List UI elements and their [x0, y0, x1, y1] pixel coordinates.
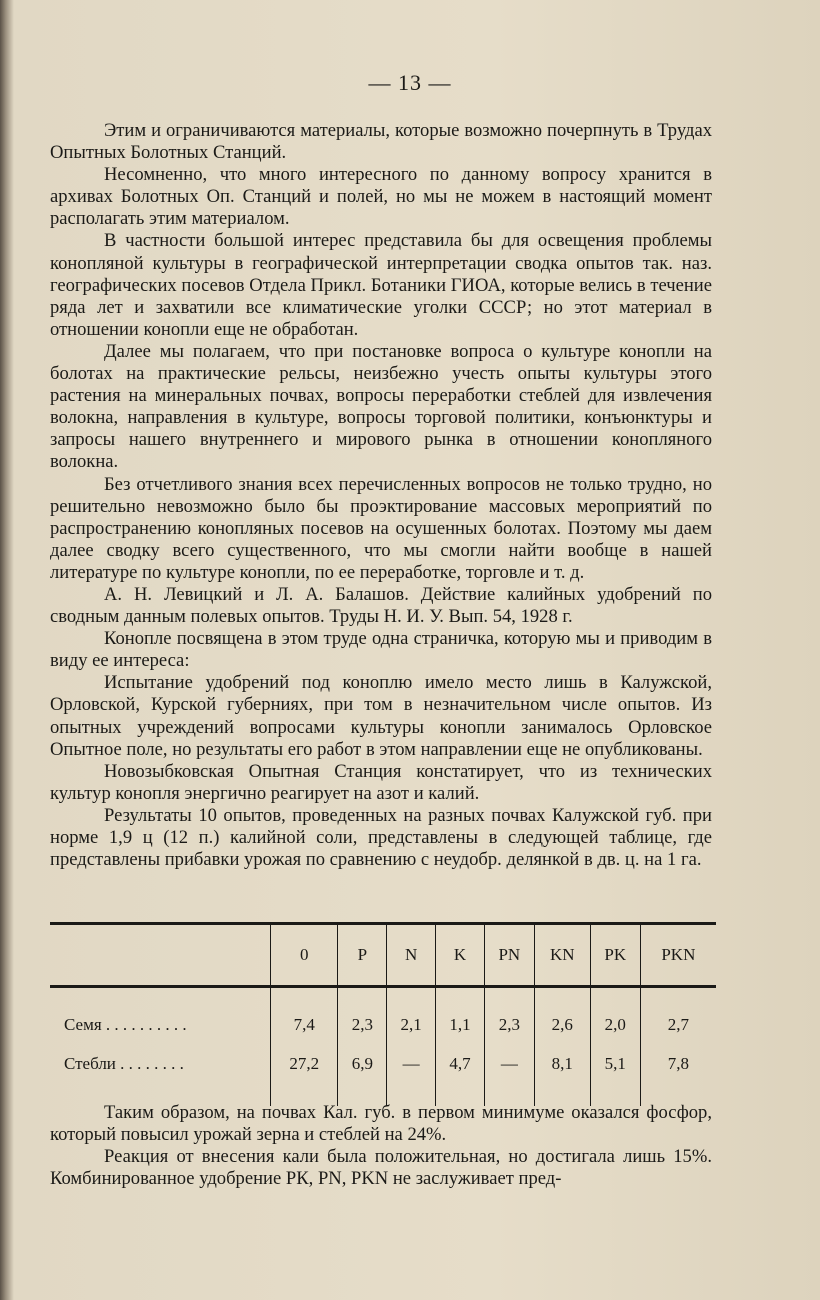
- quoted-paragraph: Новозыбковская Опытная Станция констатирует, что из технических культур конопля энергично реагирует на азот и калий.: [50, 760, 712, 804]
- table-cell: —: [387, 1044, 436, 1106]
- body-text: [50, 120, 712, 871]
- table-cell: 2,3: [484, 1006, 534, 1044]
- table-cell: 2,1: [387, 1006, 436, 1044]
- table-row: [50, 1006, 716, 1044]
- row-label: Семя . . . . . . . . . .: [64, 1015, 187, 1034]
- table-cell: 2,0: [590, 1006, 640, 1044]
- quoted-paragraph: Результаты 10 опытов, проведенных на разных почвах Калужской губ. при норме 1,9 ц (12 п.) калийной соли, представлены в следующей таблице, где представлены прибавки урожая по сравнению с неудобр. делянкой в дв. ц. на 1 га.: [50, 804, 712, 871]
- paragraph: В частности большой интерес представила бы для освещения проблемы конопляной культуры в географической интерпретации сводка опытов так. наз. географических посевов Отдела Прикл. Ботаники ГИОА, которые велись в течение ряда лет и захватили все климатические уголки СССР; но этот материал в отношении конопли еще не обработан.: [50, 230, 712, 340]
- table-cell: 7,8: [640, 1044, 716, 1106]
- column-header: N: [387, 924, 436, 987]
- table-cell: 8,1: [534, 1044, 590, 1106]
- column-header: PN: [484, 924, 534, 987]
- paragraph: Без отчетливого знания всех перечисленных вопросов не только трудно, но решительно невозможно было бы проэктирование массовых мероприятий по распространению конопляных посевов на осушенных болотах. Поэтому мы даем далее сводку всего существенного, что мы смогли найти вообще в нашей литературе по культуре конопли, по ее переработке, торговле и т. д.: [50, 473, 712, 583]
- column-header: K: [436, 924, 485, 987]
- paragraph: Конопле посвящена в этом труде одна страничка, которую мы и приводим в виду ее интереса:: [50, 628, 712, 672]
- column-header: PKN: [640, 924, 716, 987]
- page-number: — 13 —: [368, 70, 452, 95]
- table-cell: —: [484, 1044, 534, 1106]
- table-cell: 2,6: [534, 1006, 590, 1044]
- column-header: P: [338, 924, 387, 987]
- table-row: [50, 1044, 716, 1106]
- table-cell: 7,4: [271, 1006, 338, 1044]
- body-text-continued: [50, 1102, 712, 1190]
- table-cell: 2,7: [640, 1006, 716, 1044]
- table-cell: 6,9: [338, 1044, 387, 1106]
- table-cell: 5,1: [590, 1044, 640, 1106]
- paragraph: Реакция от внесения кали была положительная, но достигала лишь 15%. Комбинированное удобрение РК, PN, PKN не заслуживает пред-: [50, 1146, 712, 1190]
- paragraph: Несомненно, что много интересного по данному вопросу хранится в архивах Болотных Оп. Станций и полей, но мы не можем в настоящий момент располагать этим материалом.: [50, 164, 712, 230]
- column-header: KN: [534, 924, 590, 987]
- quoted-paragraph: Испытание удобрений под коноплю имело место лишь в Калужской, Орловской, Курской губерниях, при том в незначительном числе опытов. Из опытных учреждений вопросами культуры конопли занималось Орловское Опытное поле, но результаты его работ в этом направлении еще не опубликованы.: [50, 672, 712, 760]
- row-label: Стебли . . . . . . . .: [64, 1054, 184, 1073]
- table-header-row: [50, 924, 716, 987]
- table-cell: 4,7: [436, 1044, 485, 1106]
- table-cell: 27,2: [271, 1044, 338, 1106]
- table-cell: 2,3: [338, 1006, 387, 1044]
- paragraph: Таким образом, на почвах Кал. губ. в первом минимуме оказался фосфор, который повысил урожай зерна и стеблей на 24%.: [50, 1102, 712, 1146]
- table-corner-cell: [50, 924, 271, 987]
- paragraph: Этим и ограничиваются материалы, которые возможно почерпнуть в Трудах Опытных Болотных Станций.: [50, 120, 712, 164]
- paragraph: Далее мы полагаем, что при постановке вопроса о культуре конопли на болотах на практические рельсы, неизбежно учесть опыты культуры этого растения на минеральных почвах, вопросы переработки стеблей для извлечения волокна, направления в культуре, вопросы торговой политики, конъюнктуры и запросы нашего внутреннего и мирового рынка в отношении конопляного волокна.: [50, 340, 712, 473]
- table-cell: 1,1: [436, 1006, 485, 1044]
- column-header: 0: [271, 924, 338, 987]
- reference-citation: А. Н. Левицкий и Л. А. Балашов. Действие калийных удобрений по сводным данным полевых опытов. Труды Н. И. У. Вып. 54, 1928 г.: [50, 583, 712, 628]
- fertilizer-results-table: [50, 922, 716, 1106]
- table-spacer-row: [50, 987, 716, 1007]
- column-header: PK: [590, 924, 640, 987]
